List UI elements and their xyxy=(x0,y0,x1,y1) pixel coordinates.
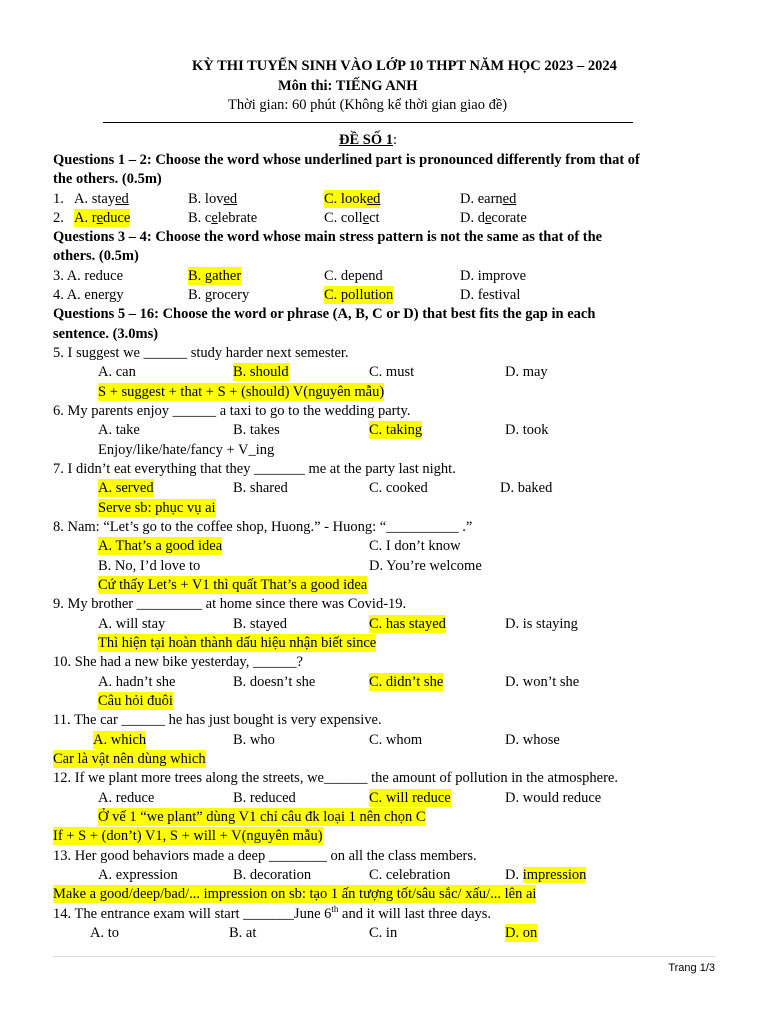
q3-option-b-answer[interactable]: B. gather xyxy=(188,268,242,284)
q9-option-c-answer[interactable]: C. has stayed xyxy=(369,616,446,632)
q12-explanation: Ở vế 1 “we plant” dùng V1 chỉ câu đk loại 1 nên chọn C xyxy=(98,809,426,825)
q9-explanation: Thì hiện tại hoàn thành dấu hiệu nhận biết since xyxy=(98,635,377,651)
exam-code: ĐỀ SỐ 1: xyxy=(339,132,398,148)
question-12: 12. If we plant more trees along the streets, we______ the amount of pollution in the atmosphere. xyxy=(53,770,618,786)
q11-option-d[interactable]: D. whose xyxy=(505,732,560,748)
q12-option-c-answer[interactable]: C. will reduce xyxy=(369,790,451,806)
q11-option-b[interactable]: B. who xyxy=(233,732,275,748)
q7-option-c[interactable]: C. cooked xyxy=(369,480,428,496)
q10-option-a[interactable]: A. hadn’t she xyxy=(98,674,176,690)
q10-option-d[interactable]: D. won’t she xyxy=(505,674,580,690)
q8-option-b[interactable]: B. No, I’d love to xyxy=(98,558,201,574)
q14-option-d-answer[interactable]: D. on xyxy=(505,925,538,941)
header-divider xyxy=(103,122,633,123)
section-2-instruction-cont: others. (0.5m) xyxy=(53,248,139,264)
question-4[interactable]: 4. A. energy xyxy=(53,287,124,303)
section-3-instruction-cont: sentence. (3.0ms) xyxy=(53,326,159,342)
q12-option-a[interactable]: A. reduce xyxy=(98,790,155,806)
q1-option-a[interactable]: A. stayed xyxy=(74,191,129,207)
exam-time: Thời gian: 60 phút (Không kể thời gian giao đề) xyxy=(228,97,508,113)
q10-option-b[interactable]: B. doesn’t she xyxy=(233,674,316,690)
question-9: 9. My brother _________ at home since there was Covid-19. xyxy=(53,596,407,612)
section-3-instruction: Questions 5 – 16: Choose the word or phrase (A, B, C or D) that best fits the gap in each xyxy=(53,306,596,322)
q9-option-a[interactable]: A. will stay xyxy=(98,616,166,632)
question-3[interactable]: 3. A. reduce xyxy=(53,268,124,284)
section-2-instruction: Questions 3 – 4: Choose the word whose main stress pattern is not the same as that of the xyxy=(53,229,603,245)
question-7: 7. I didn’t eat everything that they _______ me at the party last night. xyxy=(53,461,456,477)
q1-option-d[interactable]: D. earned xyxy=(460,191,517,207)
q13-option-d-answer[interactable]: D. impression xyxy=(505,867,587,883)
q12-formula: If + S + (don’t) V1, S + will + V(nguyên mẫu) xyxy=(53,828,323,844)
q5-explanation: S + suggest + that + S + (should) V(nguyên mẫu) xyxy=(98,384,385,400)
q11-option-c[interactable]: C. whom xyxy=(369,732,423,748)
q14-option-a[interactable]: A. to xyxy=(90,925,119,941)
q4-option-b[interactable]: B. grocery xyxy=(188,287,250,303)
question-1: 1. xyxy=(53,191,64,207)
q10-explanation: Câu hỏi đuôi xyxy=(98,693,173,709)
q2-option-d[interactable]: D. decorate xyxy=(460,210,527,226)
q13-option-a[interactable]: A. expression xyxy=(98,867,178,883)
question-13: 13. Her good behaviors made a deep ________ on all the class members. xyxy=(53,848,477,864)
q6-explanation: Enjoy/like/hate/fancy + V_ing xyxy=(98,442,275,458)
q13-option-c[interactable]: C. celebration xyxy=(369,867,451,883)
q3-option-d[interactable]: D. improve xyxy=(460,268,527,284)
q1-option-b[interactable]: B. loved xyxy=(188,191,238,207)
q4-option-c-answer[interactable]: C. pollution xyxy=(324,287,394,303)
question-2: 2. xyxy=(53,210,64,226)
q11-option-a-answer[interactable]: A. which xyxy=(93,732,147,748)
q5-option-c[interactable]: C. must xyxy=(369,364,415,380)
exam-title: KỲ THI TUYỂN SINH VÀO LỚP 10 THPT NĂM HỌC 2023 – 2024 xyxy=(192,58,617,74)
question-10: 10. She had a new bike yesterday, ______? xyxy=(53,654,303,670)
exam-subject: Môn thi: TIẾNG ANH xyxy=(278,78,418,94)
q5-option-d[interactable]: D. may xyxy=(505,364,548,380)
q8-option-a-answer[interactable]: A. That’s a good idea xyxy=(98,538,223,554)
q8-option-c[interactable]: C. I don’t know xyxy=(369,538,461,554)
page-number: Trang 1/3 xyxy=(668,962,715,974)
q14-option-b[interactable]: B. at xyxy=(229,925,257,941)
q2-option-b[interactable]: B. celebrate xyxy=(188,210,258,226)
q7-option-b[interactable]: B. shared xyxy=(233,480,288,496)
q7-explanation: Serve sb: phục vụ ai xyxy=(98,500,216,516)
q7-option-a-answer[interactable]: A. served xyxy=(98,480,154,496)
question-8: 8. Nam: “Let’s go to the coffee shop, Huong.” - Huong: “__________ .” xyxy=(53,519,473,535)
q12-option-d[interactable]: D. would reduce xyxy=(505,790,602,806)
q2-option-c[interactable]: C. collect xyxy=(324,210,380,226)
q6-option-c-answer[interactable]: C. taking xyxy=(369,422,423,438)
q13-option-b[interactable]: B. decoration xyxy=(233,867,312,883)
q8-option-d[interactable]: D. You’re welcome xyxy=(369,558,482,574)
q1-option-c-answer[interactable]: C. looked xyxy=(324,191,381,207)
q3-option-c[interactable]: C. depend xyxy=(324,268,383,284)
q6-option-b[interactable]: B. takes xyxy=(233,422,280,438)
q4-option-d[interactable]: D. festival xyxy=(460,287,521,303)
q5-option-b-answer[interactable]: B. should xyxy=(233,364,289,380)
q2-option-a-answer[interactable]: A. reduce xyxy=(74,210,131,226)
question-11: 11. The car ______ he has just bought is very expensive. xyxy=(53,712,382,728)
question-5: 5. I suggest we ______ study harder next semester. xyxy=(53,345,349,361)
q11-explanation: Car là vật nên dùng which xyxy=(53,751,206,767)
q6-option-a[interactable]: A. take xyxy=(98,422,140,438)
question-6: 6. My parents enjoy ______ a taxi to go to the wedding party. xyxy=(53,403,411,419)
footer-divider xyxy=(53,956,716,957)
q7-option-d[interactable]: D. baked xyxy=(500,480,553,496)
q8-explanation: Cứ thấy Let’s + V1 thì quất That’s a good idea xyxy=(98,577,368,593)
section-1-instruction: Questions 1 – 2: Choose the word whose underlined part is pronounced differently from that of xyxy=(53,152,640,168)
section-1-instruction-cont: the others. (0.5m) xyxy=(53,171,162,187)
q10-option-c-answer[interactable]: C. didn’t she xyxy=(369,674,444,690)
q9-option-b[interactable]: B. stayed xyxy=(233,616,287,632)
q12-option-b[interactable]: B. reduced xyxy=(233,790,296,806)
q5-option-a[interactable]: A. can xyxy=(98,364,136,380)
q14-option-c[interactable]: C. in xyxy=(369,925,398,941)
q6-option-d[interactable]: D. took xyxy=(505,422,549,438)
q9-option-d[interactable]: D. is staying xyxy=(505,616,578,632)
q13-explanation: Make a good/deep/bad/... impression on sb: tạo 1 ấn tượng tốt/sâu sắc/ xấu/... lên ai xyxy=(53,886,537,902)
question-14: 14. The entrance exam will start _______June 6th and it will last three days. xyxy=(53,904,492,922)
